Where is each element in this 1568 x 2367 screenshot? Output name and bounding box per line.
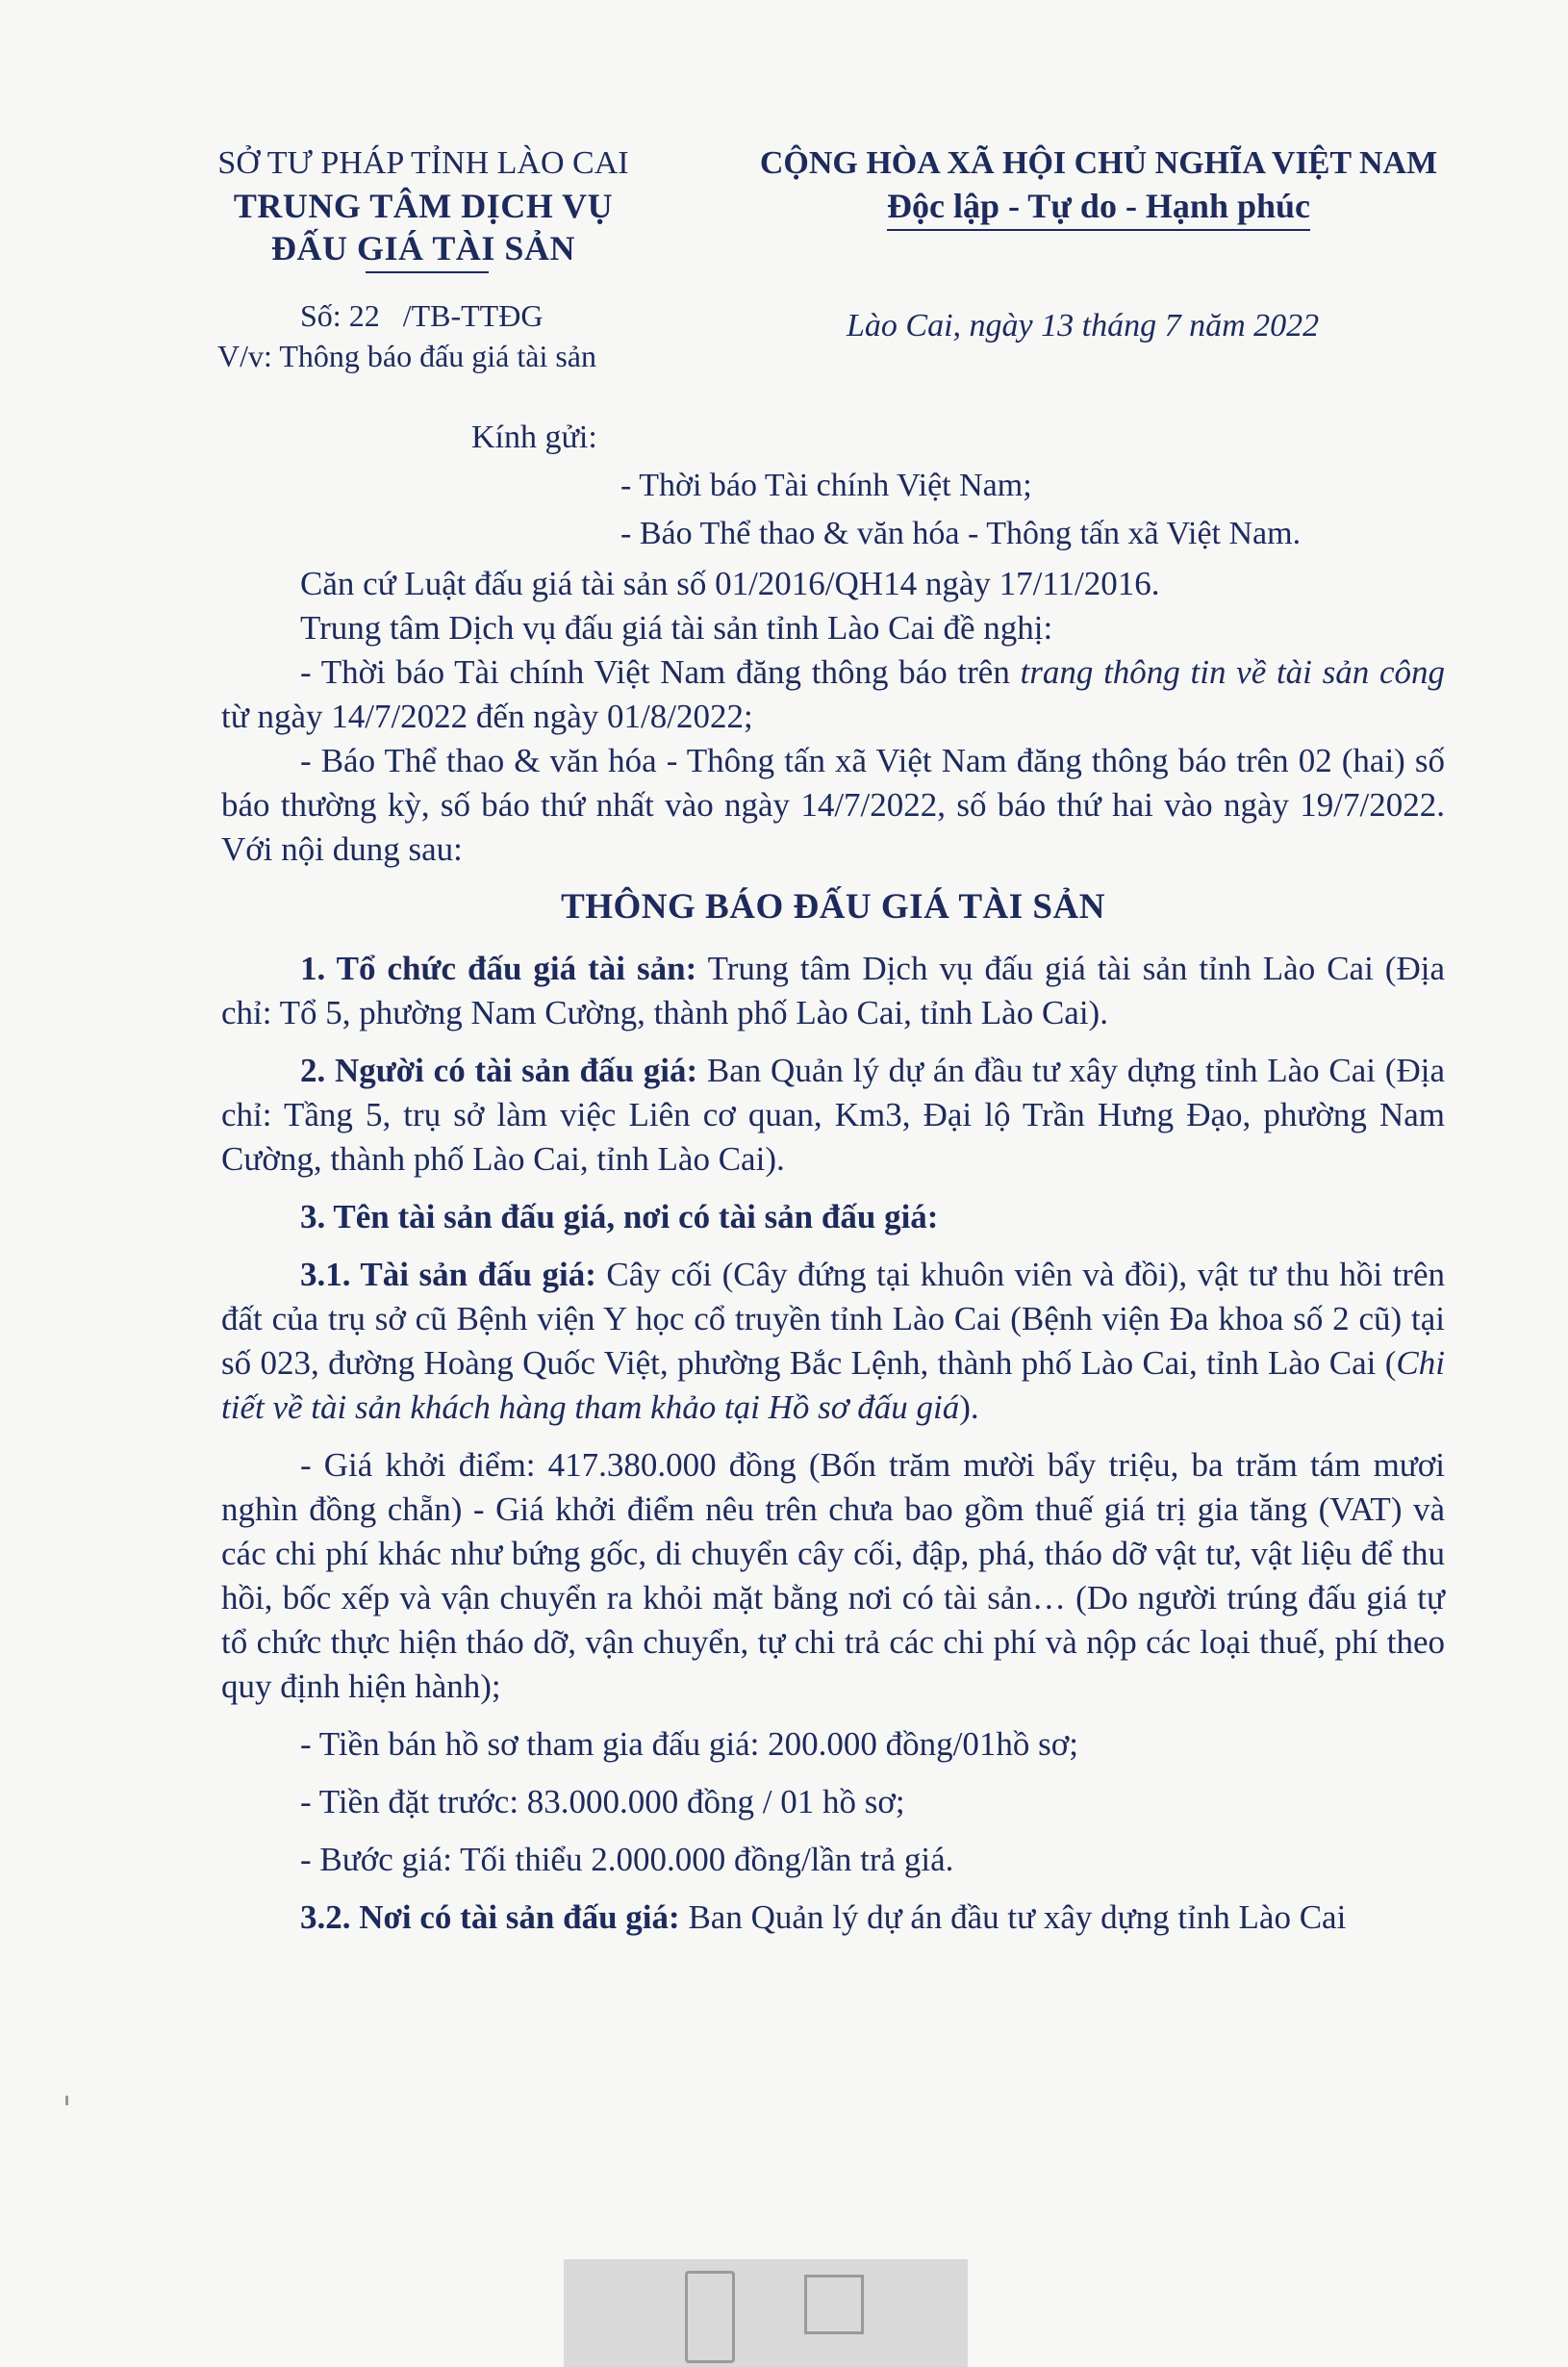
deposit-amount: - Tiền đặt trước: 83.000.000 đồng / 01 hồ sơ; [300,1783,905,1820]
issuer-department: SỞ TƯ PHÁP TỈNH LÀO CAI [217,145,629,181]
request-intro: Trung tâm Dịch vụ đấu giá tài sản tỉnh Lào Cai đề nghị: [300,609,1053,647]
document-body [221,562,1445,1953]
section-3-1-label: 3.1. Tài sản đấu giá: [300,1256,596,1293]
bid-step: - Bước giá: Tối thiểu 2.000.000 đồng/lần trả giá. [300,1841,954,1878]
document-number: Số: 22 /TB-TTĐG [300,298,544,333]
recipients [471,414,1301,558]
scan-speck [65,2096,68,2105]
request-item-2: - Báo Thể thao & văn hóa - Thông tấn xã Việt Nam đăng thông báo trên 02 (hai) số báo thường kỳ, số báo thứ nhất vào ngày 14/7/2022, số báo thứ hai vào ngày 19/7/2022. Với nội dung sau: [221,742,1445,868]
section-3-2-label: 3.2. Nơi có tài sản đấu giá: [300,1898,680,1936]
document-subject: V/v: Thông báo đấu giá tài sản [217,339,596,373]
stamp-mark-icon [685,2271,735,2363]
request-item-1: - Thời báo Tài chính Việt Nam đăng thông báo trên trang thông tin về tài sản công từ ngày 14/7/2022 đến ngày 01/8/2022; [221,653,1445,735]
issuer-underline [366,271,489,273]
starting-price: - Giá khởi điểm: 417.380.000 đồng (Bốn trăm mười bẩy triệu, ba trăm tám mươi nghìn đồng chẵn) - Giá khởi điểm nêu trên chưa bao gồm thuế giá trị gia tăng (VAT) và các chi phí khác như bứng gốc, di chuyển cây cối, đập, phá, tháo dỡ vật tư, vật liệu để thu hồi, bốc xếp và vận chuyển ra khỏi mặt bằng nơi có tài sản… (Do người trúng đấu giá tự tổ chức thực hiện tháo dỡ, vận chuyển, tự chi trả các chi phí và nộp các loại thuế, phí theo quy định hiện hành); [221,1446,1445,1705]
section-2: 2. Người có tài sản đấu giá: Ban Quản lý dự án đầu tư xây dựng tỉnh Lào Cai (Địa chỉ: Tầng 5, trụ sở làm việc Liên cơ quan, Km3, Đại lộ Trần Hưng Đạo, phường Nam Cường, thành phố Lào Cai, tỉnh Lào Cai). [221,1052,1445,1178]
section-1: 1. Tổ chức đấu giá tài sản: Trung tâm Dịch vụ đấu giá tài sản tỉnh Lào Cai (Địa chỉ: Tổ 5, phường Nam Cường, thành phố Lào Cai, tỉnh Lào Cai). [221,950,1446,1031]
document-date: Lào Cai, ngày 13 tháng 7 năm 2022 [847,308,1320,344]
recipient-2: - Báo Thể thao & văn hóa - Thông tấn xã Việt Nam. [620,516,1302,551]
request-item-1-italic: trang thông tin về tài sản công [1020,653,1445,691]
section-3-heading: 3. Tên tài sản đấu giá, nơi có tài sản đấu giá: [300,1198,939,1235]
section-3-1: 3.1. Tài sản đấu giá: Cây cối (Cây đứng tại khuôn viên và đồi), vật tư thu hồi trên đất của trụ sở cũ Bệnh viện Y học cổ truyền tỉnh Lào Cai (Bệnh viện Đa khoa số 2 cũ) tại số 023, đường Hoàng Quốc Việt, phường Bắc Lệnh, thành phố Lào Cai, tỉnh Lào Cai (Chi tiết về tài sản khách hàng tham khảo tại Hồ sơ đấu giá). [221,1256,1445,1426]
notice-title: THÔNG BÁO ĐẤU GIÁ TÀI SẢN [561,887,1105,927]
section-1-label: 1. Tổ chức đấu giá tài sản: [300,950,697,987]
issuer-center-name: TRUNG TÂM DỊCH VỤ [233,187,614,225]
legal-basis: Căn cứ Luật đấu giá tài sản số 01/2016/QH14 ngày 17/11/2016. [300,565,1160,602]
stamp-strip [564,2259,968,2367]
recipient-1: - Thời báo Tài chính Việt Nam; [620,468,1032,503]
section-3-2: 3.2. Nơi có tài sản đấu giá: Ban Quản lý dự án đầu tư xây dựng tỉnh Lào Cai [300,1898,1347,1936]
dossier-fee: - Tiền bán hồ sơ tham gia đấu giá: 200.000 đồng/01hồ sơ; [300,1725,1078,1763]
national-header [723,142,1474,235]
national-title: CỘNG HÒA XÃ HỘI CHỦ NGHĨA VIỆT NAM [759,145,1438,181]
recipients-label: Kính gửi: [471,420,597,455]
national-motto: Độc lập - Tự do - Hạnh phúc [887,185,1310,231]
section-3-1-italic: Chi tiết về tài sản khách hàng tham khảo tại Hồ sơ đấu giá [221,1344,1445,1426]
stamp-box-icon [804,2275,864,2334]
section-2-label: 2. Người có tài sản đấu giá: [300,1052,698,1089]
issuer-center-name-2: ĐẤU GIÁ TÀI SẢN [271,229,575,267]
issuer-header [173,142,673,269]
